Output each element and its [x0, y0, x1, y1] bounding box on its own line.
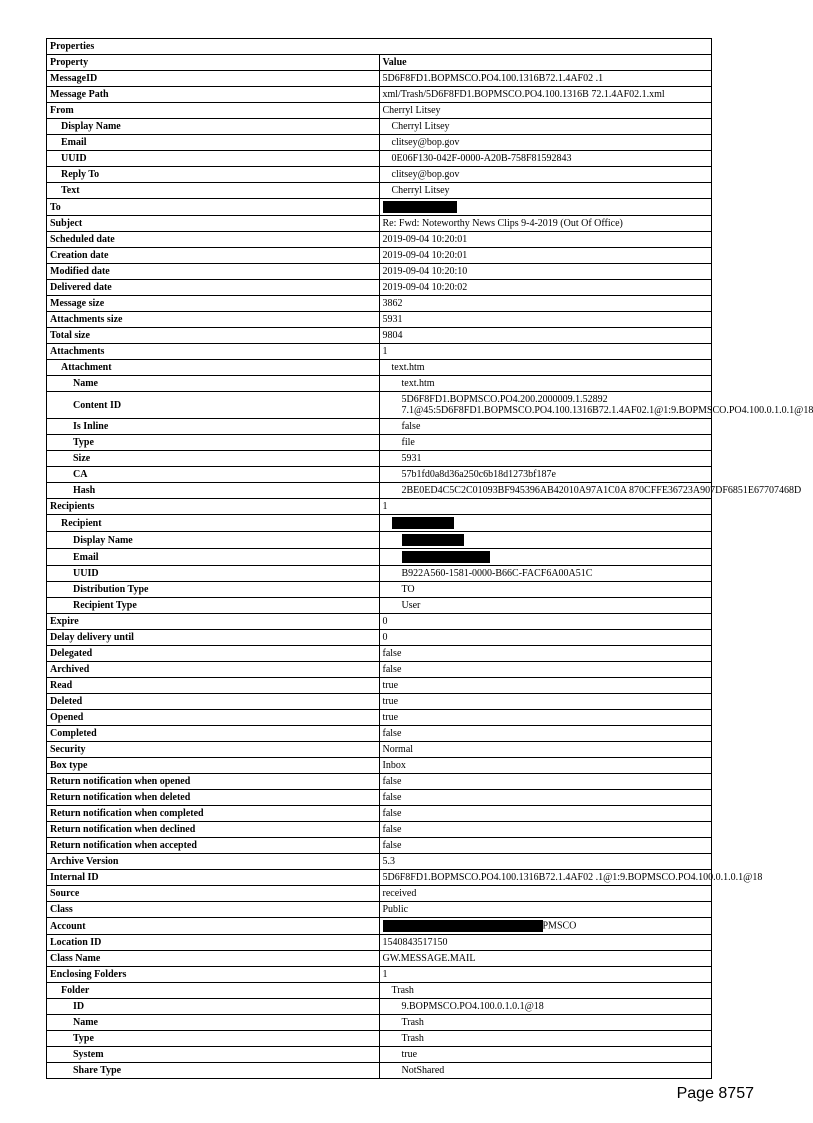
- property-value: Cherryl Litsey: [379, 103, 712, 119]
- redacted-value: [379, 515, 712, 532]
- property-name: Location ID: [47, 935, 380, 951]
- property-name: Internal ID: [47, 870, 380, 886]
- table-row: [47, 1047, 712, 1063]
- property-name: Type: [47, 1031, 380, 1047]
- property-value: 5D6F8FD1.BOPMSCO.PO4.200.2000009.1.52892 7.1@45:5D6F8FD1.BOPMSCO.PO4.100.1316B72.1.4AF02.1@1:9.BOPMSCO.PO4.100.0.1.0.1@18: [379, 392, 712, 419]
- table-row: [47, 951, 712, 967]
- property-name: Recipient Type: [47, 598, 380, 614]
- table-row: [47, 582, 712, 598]
- property-value: 2BE0ED4C5C2C01093BF945396AB42010A97A1C0A 870CFFE36723A907DF6851E67707468D: [379, 483, 712, 499]
- property-value: Normal: [379, 742, 712, 758]
- property-name: UUID: [47, 151, 380, 167]
- table-row: [47, 710, 712, 726]
- property-value: false: [379, 419, 712, 435]
- property-name: Distribution Type: [47, 582, 380, 598]
- property-value: 1: [379, 499, 712, 515]
- redacted-value: [379, 199, 712, 216]
- property-name: Name: [47, 1015, 380, 1031]
- property-name: Content ID: [47, 392, 380, 419]
- value-text: PMSCO: [542, 920, 577, 932]
- property-name: Source: [47, 886, 380, 902]
- page-number: Page 8757: [676, 1085, 754, 1102]
- table-row: [47, 918, 712, 935]
- property-name: Folder: [47, 983, 380, 999]
- property-name: Read: [47, 678, 380, 694]
- table-row: [47, 742, 712, 758]
- property-value: file: [379, 435, 712, 451]
- property-value: 5D6F8FD1.BOPMSCO.PO4.100.1316B72.1.4AF02 .1@1:9.BOPMSCO.PO4.100.0.1.0.1@18: [379, 870, 712, 886]
- property-name: Return notification when accepted: [47, 838, 380, 854]
- table-row: [47, 1063, 712, 1079]
- table-row: [47, 999, 712, 1015]
- table-row: [47, 790, 712, 806]
- property-value: 1540843517150: [379, 935, 712, 951]
- table-row: [47, 183, 712, 199]
- table-row: [47, 515, 712, 532]
- table-row: [47, 71, 712, 87]
- table-row: [47, 87, 712, 103]
- property-name: Size: [47, 451, 380, 467]
- property-name: Completed: [47, 726, 380, 742]
- property-name: Deleted: [47, 694, 380, 710]
- property-value: Trash: [379, 983, 712, 999]
- property-name: Display Name: [47, 119, 380, 135]
- property-name: Box type: [47, 758, 380, 774]
- property-value: 0E06F130-042F-0000-A20B-758F81592843: [379, 151, 712, 167]
- table-row: [47, 483, 712, 499]
- property-value: true: [379, 694, 712, 710]
- property-value: xml/Trash/5D6F8FD1.BOPMSCO.PO4.100.1316B 72.1.4AF02.1.xml: [379, 87, 712, 103]
- property-value: false: [379, 726, 712, 742]
- property-value: 9804: [379, 328, 712, 344]
- table-title-row: [47, 39, 712, 55]
- table-row: [47, 451, 712, 467]
- property-name: Archive Version: [47, 854, 380, 870]
- property-name: Display Name: [47, 532, 380, 549]
- property-name: Scheduled date: [47, 232, 380, 248]
- property-value: Cherryl Litsey: [379, 183, 712, 199]
- property-name: To: [47, 199, 380, 216]
- property-value: Re: Fwd: Noteworthy News Clips 9-4-2019 (Out Of Office): [379, 216, 712, 232]
- property-name: Reply To: [47, 167, 380, 183]
- table-row: [47, 646, 712, 662]
- redacted-value: [379, 532, 712, 549]
- property-name: Archived: [47, 662, 380, 678]
- property-value: Cherryl Litsey: [379, 119, 712, 135]
- property-value: 1: [379, 967, 712, 983]
- property-name: Hash: [47, 483, 380, 499]
- property-value: received: [379, 886, 712, 902]
- property-name: Total size: [47, 328, 380, 344]
- property-value: false: [379, 646, 712, 662]
- property-value: [379, 918, 712, 935]
- property-value: false: [379, 838, 712, 854]
- table-row: [47, 983, 712, 999]
- property-value: Inbox: [379, 758, 712, 774]
- property-name: System: [47, 1047, 380, 1063]
- property-value: false: [379, 790, 712, 806]
- property-name: Message Path: [47, 87, 380, 103]
- table-row: [47, 532, 712, 549]
- table-row: [47, 199, 712, 216]
- property-name: Attachment: [47, 360, 380, 376]
- property-value: Trash: [379, 1015, 712, 1031]
- property-value: false: [379, 662, 712, 678]
- property-name: Recipient: [47, 515, 380, 532]
- property-value: false: [379, 774, 712, 790]
- table-row: [47, 264, 712, 280]
- property-value: Public: [379, 902, 712, 918]
- property-name: Return notification when completed: [47, 806, 380, 822]
- table-row: [47, 614, 712, 630]
- table-row: [47, 216, 712, 232]
- table-row: [47, 549, 712, 566]
- property-value: text.htm: [379, 376, 712, 392]
- property-value: 5931: [379, 451, 712, 467]
- property-value: text.htm: [379, 360, 712, 376]
- property-value: 3862: [379, 296, 712, 312]
- property-name: Modified date: [47, 264, 380, 280]
- property-name: Opened: [47, 710, 380, 726]
- table-row: [47, 967, 712, 983]
- property-value: 57b1fd0a8d36a250c6b18d1273bf187e: [379, 467, 712, 483]
- column-header-value: Value: [379, 55, 712, 71]
- property-name: Is Inline: [47, 419, 380, 435]
- table-row: [47, 232, 712, 248]
- redaction-bar: [383, 201, 457, 213]
- property-value: true: [379, 710, 712, 726]
- property-value: clitsey@bop.gov: [379, 167, 712, 183]
- table-row: [47, 119, 712, 135]
- table-row: [47, 135, 712, 151]
- property-value: B922A560-1581-0000-B66C-FACF6A00A51C: [379, 566, 712, 582]
- redaction-bar: [392, 517, 454, 529]
- property-name: Message size: [47, 296, 380, 312]
- property-name: Return notification when opened: [47, 774, 380, 790]
- property-name: Class: [47, 902, 380, 918]
- table-row: [47, 838, 712, 854]
- property-name: Return notification when deleted: [47, 790, 380, 806]
- property-value: 1: [379, 344, 712, 360]
- table-row: [47, 1015, 712, 1031]
- table-row: [47, 419, 712, 435]
- property-value: 2019-09-04 10:20:01: [379, 232, 712, 248]
- property-value: 2019-09-04 10:20:10: [379, 264, 712, 280]
- property-name: Delivered date: [47, 280, 380, 296]
- redacted-value: [379, 549, 712, 566]
- property-value: User: [379, 598, 712, 614]
- table-row: [47, 822, 712, 838]
- property-name: Text: [47, 183, 380, 199]
- table-row: [47, 854, 712, 870]
- table-row: [47, 598, 712, 614]
- table-row: [47, 344, 712, 360]
- table-row: [47, 935, 712, 951]
- property-name: Name: [47, 376, 380, 392]
- property-value: GW.MESSAGE.MAIL: [379, 951, 712, 967]
- property-value: NotShared: [379, 1063, 712, 1079]
- property-value: 9.BOPMSCO.PO4.100.0.1.0.1@18: [379, 999, 712, 1015]
- table-row: [47, 630, 712, 646]
- table-row: [47, 103, 712, 119]
- table-row: [47, 376, 712, 392]
- table-row: [47, 694, 712, 710]
- property-name: Recipients: [47, 499, 380, 515]
- table-row: [47, 902, 712, 918]
- property-value: 5D6F8FD1.BOPMSCO.PO4.100.1316B72.1.4AF02 .1: [379, 71, 712, 87]
- table-row: [47, 662, 712, 678]
- property-value: 5.3: [379, 854, 712, 870]
- property-name: Creation date: [47, 248, 380, 264]
- table-row: [47, 360, 712, 376]
- property-name: CA: [47, 467, 380, 483]
- table-row: [47, 328, 712, 344]
- property-name: UUID: [47, 566, 380, 582]
- redaction-bar: [402, 534, 464, 546]
- table-row: [47, 392, 712, 419]
- table-title: Properties: [47, 39, 712, 55]
- table-row: [47, 167, 712, 183]
- properties-table: [46, 38, 813, 1079]
- table-row: [47, 678, 712, 694]
- property-name: Subject: [47, 216, 380, 232]
- table-row: [47, 758, 712, 774]
- table-row: [47, 467, 712, 483]
- property-name: Type: [47, 435, 380, 451]
- table-row: [47, 312, 712, 328]
- property-value: true: [379, 1047, 712, 1063]
- property-value: 2019-09-04 10:20:02: [379, 280, 712, 296]
- property-name: MessageID: [47, 71, 380, 87]
- property-name: Enclosing Folders: [47, 967, 380, 983]
- property-name: Email: [47, 135, 380, 151]
- table-row: [47, 806, 712, 822]
- property-name: Return notification when declined: [47, 822, 380, 838]
- table-row: [47, 280, 712, 296]
- property-value: clitsey@bop.gov: [379, 135, 712, 151]
- property-name: ID: [47, 999, 380, 1015]
- property-name: Expire: [47, 614, 380, 630]
- table-row: [47, 151, 712, 167]
- table-row: [47, 248, 712, 264]
- table-row: [47, 566, 712, 582]
- property-name: Account: [47, 918, 380, 935]
- table-row: [47, 726, 712, 742]
- property-name: From: [47, 103, 380, 119]
- property-name: Delay delivery until: [47, 630, 380, 646]
- property-value: 0: [379, 630, 712, 646]
- table-row: [47, 296, 712, 312]
- table-row: [47, 1031, 712, 1047]
- property-value: false: [379, 806, 712, 822]
- property-value: 2019-09-04 10:20:01: [379, 248, 712, 264]
- redaction-bar: [383, 920, 543, 932]
- property-name: Attachments size: [47, 312, 380, 328]
- property-name: Attachments: [47, 344, 380, 360]
- property-value: 0: [379, 614, 712, 630]
- property-name: Delegated: [47, 646, 380, 662]
- table-row: [47, 499, 712, 515]
- property-value: TO: [379, 582, 712, 598]
- redaction-bar: [402, 551, 490, 563]
- table-row: [47, 870, 712, 886]
- property-name: Class Name: [47, 951, 380, 967]
- property-value: true: [379, 678, 712, 694]
- property-value: false: [379, 822, 712, 838]
- property-name: Security: [47, 742, 380, 758]
- table-row: [47, 435, 712, 451]
- table-row: [47, 774, 712, 790]
- table-header-row: [47, 55, 712, 71]
- property-name: Email: [47, 549, 380, 566]
- property-value: 5931: [379, 312, 712, 328]
- table-row: [47, 886, 712, 902]
- column-header-property: Property: [47, 55, 380, 71]
- property-value: Trash: [379, 1031, 712, 1047]
- property-name: Share Type: [47, 1063, 380, 1079]
